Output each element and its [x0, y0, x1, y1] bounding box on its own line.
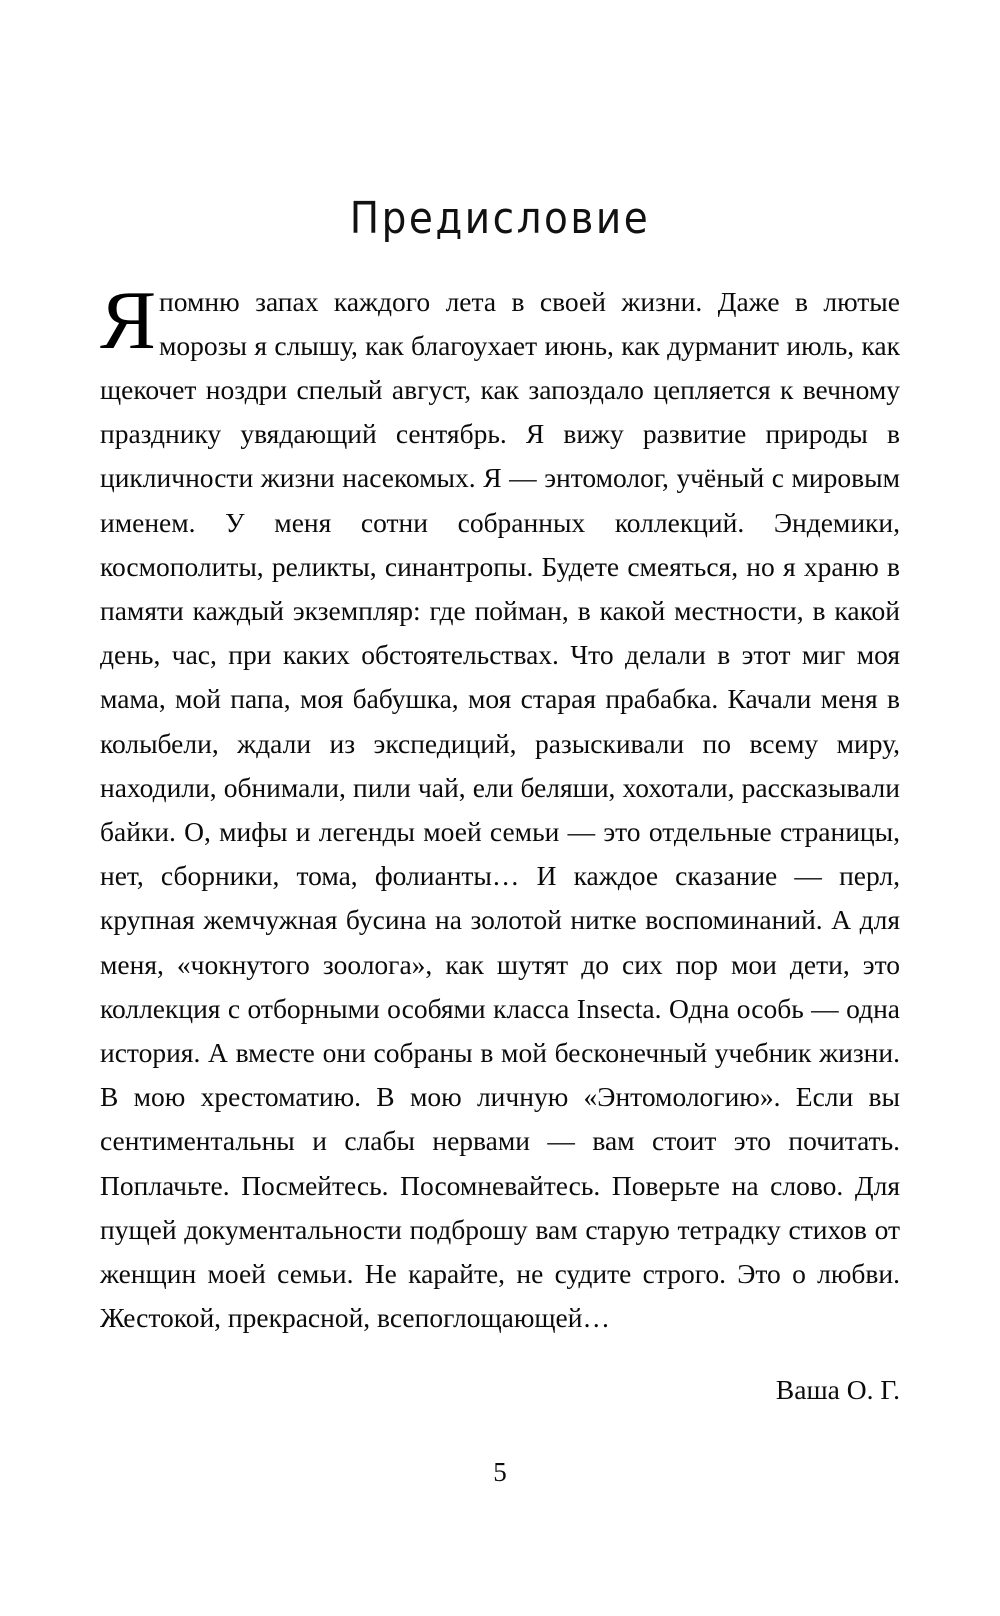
preface-text: помню запах каждого лета в своей жизни. Даже в лютые морозы я слышу, как благоухает июнь, как дурманит июль, как щекочет ноздри спелый август, как запоздало цепляется к вечному празднику увядающий сентябрь. Я вижу развитие природы в цикличности жизни насекомых. Я — энтомолог, учёный с мировым именем. У меня сотни собранных коллекций. Эндемики, космополиты, реликты, синантропы. Будете смеяться, но я храню в памяти каждый экземпляр: где пойман, в какой местности, в какой день, час, при каких обстоятельствах. Что делали в этот миг моя мама, мой папа, моя бабушка, моя старая прабабка. Качали меня в колыбели, ждали из экспедиций, разыскивали по всему миру, находили, обнимали, пили чай, ели беляши, хохотали, рассказывали байки. О, мифы и легенды моей семьи — это отдельные страницы, нет, сборники, тома, фолианты… И каждое сказание — перл, крупная жемчужная бусина на золотой нитке воспоминаний. А для меня, «чокнутого зоолога», как шутят до сих пор мои дети, это коллекция с отборными особями класса Insecta. Одна особь — одна история. А вместе они собраны в мой бесконечный учебник жизни. В мою хрестоматию. В мою личную «Энтомологию». Если вы сентиментальны и слабы нервами — вам стоит это почитать. Поплачьте. Посмейтесь. Посомневайтесь. Поверьте на слово. Для пущей документальности подброшу вам старую тетрадку стихов от женщин моей семьи. Не карайте, не судите строго. Это о любви. Жестокой, прекрасной, всепоглощающей… — [100, 285, 900, 1334]
drop-cap: Я — [100, 273, 157, 367]
body-block — [100, 252, 900, 1440]
author-signature: Ваша О. Г. — [775, 1373, 900, 1405]
page-number: 5 — [493, 1457, 507, 1487]
preface-paragraph — [100, 273, 900, 1341]
page-title: Предисловие — [349, 194, 651, 245]
